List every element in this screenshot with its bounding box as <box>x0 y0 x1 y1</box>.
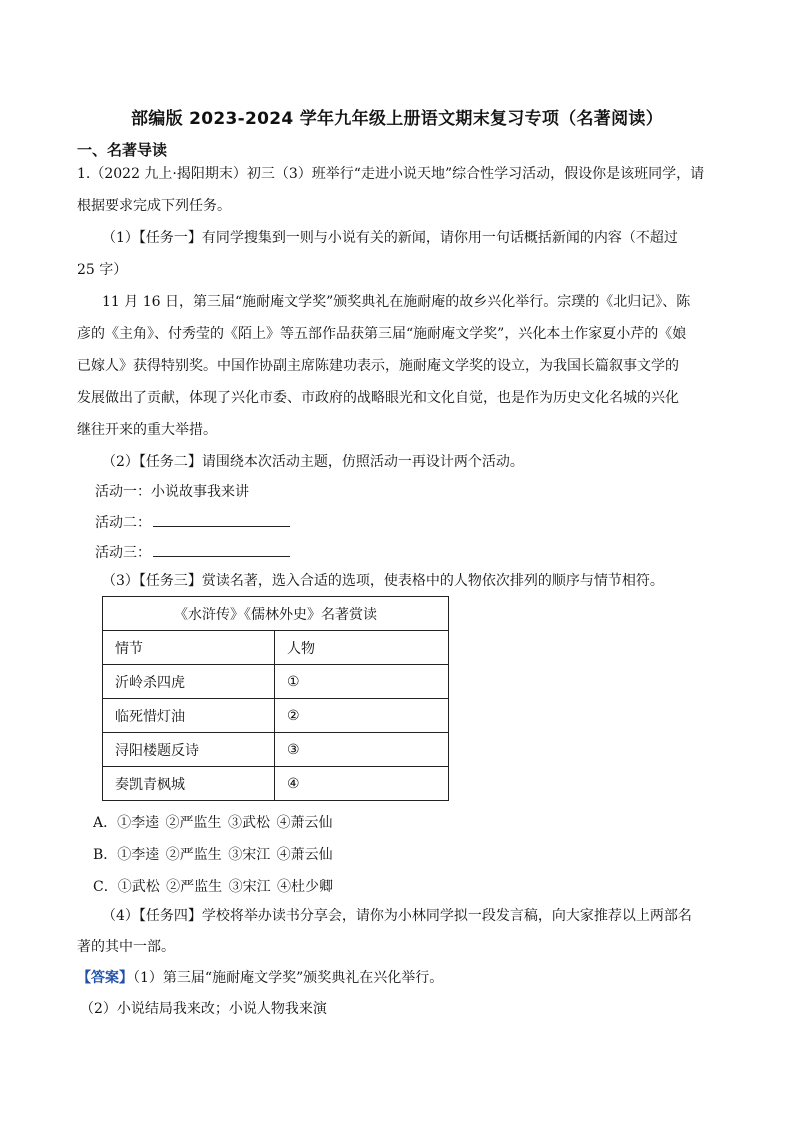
news-line: 已嫁人》获得特别奖。中国作协副主席陈建功表示，施耐庵文学奖的设立，为我国长篇叙事文学的 <box>77 358 679 374</box>
task4-prompt-line1: （4）【任务四】学校将举办读书分享会，请你为小林同学拟一段发言稿，向大家推荐以上两部名 <box>102 908 692 924</box>
news-line: 彦的《主角》、付秀莹的《陌上》等五部作品获第三届“施耐庵文学奖”，兴化本土作家夏小芹的《娘 <box>77 326 687 342</box>
news-line: 11 月 16 日，第三届“施耐庵文学奖”颁奖典礼在施耐庵的故乡兴化举行。宗璞的《北归记》、陈 <box>102 294 691 310</box>
table-row <box>103 733 449 767</box>
plot-cell: 临死惜灯油 <box>103 699 275 733</box>
activity-two-blank[interactable] <box>153 512 290 527</box>
news-line: 发展做出了贡献，体现了兴化市委、市政府的战略眼光和文化自觉，也是作为历史文化名城的兴化 <box>77 390 679 406</box>
plot-cell: 浔阳楼题反诗 <box>103 733 275 767</box>
section-heading: 一、名著导读 <box>77 141 168 159</box>
character-cell: ① <box>275 665 449 699</box>
table-caption: 《水浒传》《儒林外史》名著赏读 <box>103 597 449 631</box>
answer-one: （1）第三届“施耐庵文学奖”颁奖典礼在兴化举行。 <box>133 970 444 986</box>
table-row <box>103 767 449 801</box>
table-row <box>103 665 449 699</box>
header-character: 人物 <box>275 631 449 665</box>
page-title: 部编版 2023-2024 学年九年级上册语文期末复习专项（名著阅读） <box>130 109 664 129</box>
plot-cell: 沂岭杀四虎 <box>103 665 275 699</box>
option-b[interactable]: B．①李逵 ②严监生 ③宋江 ④萧云仙 <box>93 847 333 863</box>
activity-one: 活动一：小说故事我来讲 <box>95 484 249 500</box>
option-c[interactable]: C．①武松 ②严监生 ③宋江 ④杜少卿 <box>93 879 334 895</box>
answer-two: （2）小说结局我来改；小说人物我来演 <box>80 1001 327 1017</box>
task2-prompt: （2）【任务二】请围绕本次活动主题，仿照活动一再设计两个活动。 <box>102 454 524 470</box>
character-cell: ② <box>275 699 449 733</box>
activity-three-label: 活动三： <box>95 545 151 561</box>
plot-cell: 奏凯青枫城 <box>103 767 275 801</box>
question-intro-line2: 根据要求完成下列任务。 <box>77 198 231 214</box>
table-row <box>103 699 449 733</box>
task1-prompt-line2: 25 字） <box>77 262 128 278</box>
activity-three-blank[interactable] <box>153 542 290 557</box>
reading-table <box>102 596 449 801</box>
task4-prompt-line2: 著的其中一部。 <box>77 939 175 955</box>
activity-two <box>95 512 290 533</box>
question-intro-line1: 1.（2022 九上·揭阳期末）初三（3）班举行“走进小说天地”综合性学习活动，假设你是该班同学，请 <box>77 166 705 182</box>
character-cell: ④ <box>275 767 449 801</box>
answer-label: 【答案】 <box>77 970 133 986</box>
header-plot: 情节 <box>103 631 275 665</box>
activity-two-label: 活动二： <box>95 515 151 531</box>
character-cell: ③ <box>275 733 449 767</box>
activity-three <box>95 542 290 563</box>
task3-prompt: （3）【任务三】赏读名著，选入合适的选项，使表格中的人物依次排列的顺序与情节相符。 <box>102 573 664 589</box>
option-a[interactable]: A．①李逵 ②严监生 ③武松 ④萧云仙 <box>93 815 333 831</box>
task1-prompt-line1: （1）【任务一】有同学搜集到一则与小说有关的新闻，请你用一句话概括新闻的内容（不超过 <box>102 230 678 246</box>
news-line: 继往开来的重大举措。 <box>77 422 217 438</box>
table-header-row <box>103 631 449 665</box>
answer-line1 <box>77 968 443 988</box>
